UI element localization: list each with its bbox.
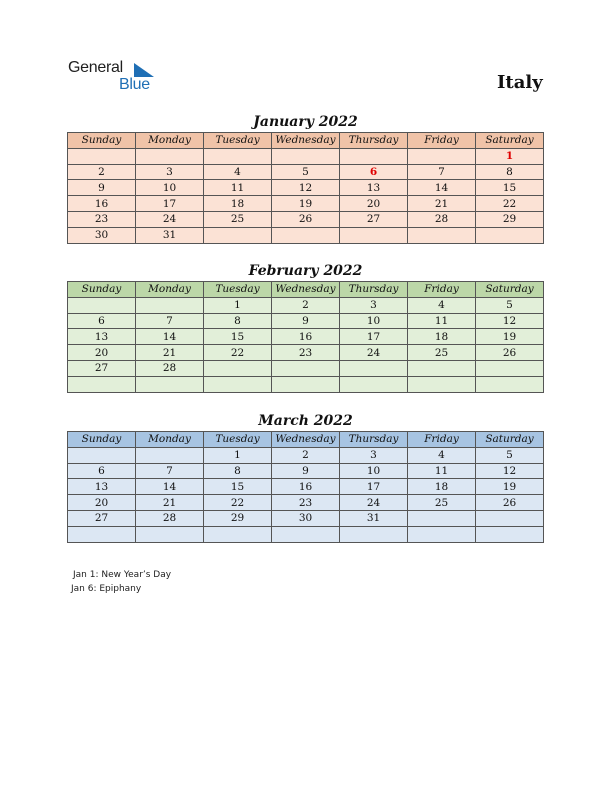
day-cell: 17 — [340, 479, 408, 495]
week-row — [68, 148, 544, 164]
day-cell: 20 — [68, 345, 136, 361]
weekday-header: Tuesday — [204, 282, 272, 298]
month-title: March 2022 — [258, 413, 353, 429]
day-cell — [272, 360, 340, 376]
day-cell: 21 — [136, 345, 204, 361]
day-cell — [136, 376, 204, 392]
week-row — [68, 227, 544, 243]
day-cell: 3 — [136, 164, 204, 180]
day-cell — [68, 376, 136, 392]
day-cell — [272, 148, 340, 164]
day-cell: 25 — [408, 345, 476, 361]
day-cell — [204, 148, 272, 164]
logo-text-blue: Blue — [119, 76, 150, 93]
day-cell: 6 — [68, 463, 136, 479]
day-cell: 27 — [68, 510, 136, 526]
day-cell: 16 — [272, 479, 340, 495]
month-february — [67, 261, 544, 393]
day-cell: 24 — [136, 211, 204, 227]
day-cell: 18 — [204, 196, 272, 212]
day-cell: 9 — [272, 463, 340, 479]
week-row — [68, 164, 544, 180]
day-cell — [204, 526, 272, 542]
weekday-header: Thursday — [340, 133, 408, 149]
day-cell: 29 — [204, 510, 272, 526]
weekday-header: Wednesday — [272, 432, 340, 448]
day-cell: 11 — [408, 313, 476, 329]
holiday-notes — [73, 568, 171, 596]
day-cell: 24 — [340, 495, 408, 511]
day-cell: 10 — [340, 313, 408, 329]
day-cell: 12 — [476, 313, 544, 329]
week-row — [68, 463, 544, 479]
day-cell — [408, 526, 476, 542]
day-cell: 30 — [68, 227, 136, 243]
day-cell: 6 — [340, 164, 408, 180]
weekday-header-row — [68, 133, 544, 149]
weekday-header: Sunday — [68, 133, 136, 149]
day-cell — [204, 360, 272, 376]
day-cell: 7 — [136, 313, 204, 329]
day-cell: 28 — [136, 510, 204, 526]
day-cell — [340, 526, 408, 542]
day-cell: 15 — [476, 180, 544, 196]
logo-triangle-icon — [134, 63, 154, 77]
day-cell: 25 — [408, 495, 476, 511]
day-cell: 1 — [476, 148, 544, 164]
week-row — [68, 360, 544, 376]
day-cell: 13 — [340, 180, 408, 196]
week-row — [68, 329, 544, 345]
day-cell — [68, 447, 136, 463]
week-row — [68, 313, 544, 329]
day-cell: 27 — [68, 360, 136, 376]
day-cell: 9 — [68, 180, 136, 196]
day-cell — [408, 376, 476, 392]
weekday-header: Tuesday — [204, 133, 272, 149]
day-cell — [408, 360, 476, 376]
day-cell: 9 — [272, 313, 340, 329]
day-cell: 31 — [340, 510, 408, 526]
day-cell: 7 — [136, 463, 204, 479]
day-cell — [136, 447, 204, 463]
day-cell — [136, 297, 204, 313]
weekday-header: Wednesday — [272, 133, 340, 149]
day-cell: 16 — [68, 196, 136, 212]
day-cell — [272, 526, 340, 542]
day-cell: 5 — [272, 164, 340, 180]
day-cell: 8 — [204, 313, 272, 329]
month-january — [67, 112, 544, 244]
day-cell: 31 — [136, 227, 204, 243]
day-cell: 18 — [408, 479, 476, 495]
logo-text-general: General — [68, 59, 123, 76]
weekday-header: Sunday — [68, 282, 136, 298]
day-cell: 12 — [476, 463, 544, 479]
day-cell — [408, 148, 476, 164]
day-cell: 20 — [340, 196, 408, 212]
day-cell — [408, 510, 476, 526]
day-cell: 14 — [136, 479, 204, 495]
day-cell: 28 — [408, 211, 476, 227]
day-cell: 3 — [340, 447, 408, 463]
day-cell — [476, 526, 544, 542]
day-cell: 30 — [272, 510, 340, 526]
day-cell: 22 — [204, 345, 272, 361]
calendar-table — [67, 132, 544, 244]
day-cell — [136, 148, 204, 164]
day-cell — [272, 227, 340, 243]
day-cell: 1 — [204, 447, 272, 463]
weekday-header: Tuesday — [204, 432, 272, 448]
month-march — [67, 411, 544, 543]
day-cell: 20 — [68, 495, 136, 511]
day-cell — [68, 148, 136, 164]
day-cell: 14 — [136, 329, 204, 345]
day-cell: 4 — [204, 164, 272, 180]
day-cell: 12 — [272, 180, 340, 196]
weekday-header-row — [68, 282, 544, 298]
day-cell: 11 — [408, 463, 476, 479]
day-cell — [204, 227, 272, 243]
day-cell: 22 — [476, 196, 544, 212]
weekday-header-row — [68, 432, 544, 448]
day-cell — [68, 526, 136, 542]
day-cell: 10 — [136, 180, 204, 196]
day-cell: 8 — [204, 463, 272, 479]
day-cell: 5 — [476, 447, 544, 463]
day-cell: 15 — [204, 479, 272, 495]
generalblue-logo — [68, 59, 150, 93]
day-cell: 26 — [476, 495, 544, 511]
day-cell: 19 — [476, 329, 544, 345]
day-cell: 14 — [408, 180, 476, 196]
day-cell: 23 — [272, 345, 340, 361]
week-row — [68, 479, 544, 495]
calendar-table — [67, 281, 544, 393]
day-cell: 8 — [476, 164, 544, 180]
day-cell: 2 — [272, 297, 340, 313]
day-cell — [476, 510, 544, 526]
week-row — [68, 495, 544, 511]
day-cell: 5 — [476, 297, 544, 313]
day-cell: 15 — [204, 329, 272, 345]
day-cell: 6 — [68, 313, 136, 329]
day-cell: 23 — [272, 495, 340, 511]
week-row — [68, 297, 544, 313]
week-row — [68, 376, 544, 392]
day-cell: 3 — [340, 297, 408, 313]
day-cell — [136, 526, 204, 542]
holiday-note: Jan 6: Epiphany — [71, 584, 142, 594]
week-row — [68, 510, 544, 526]
weekday-header: Thursday — [340, 282, 408, 298]
day-cell: 18 — [408, 329, 476, 345]
day-cell — [340, 227, 408, 243]
month-title: January 2022 — [253, 114, 358, 130]
day-cell: 21 — [408, 196, 476, 212]
weekday-header: Sunday — [68, 432, 136, 448]
day-cell: 4 — [408, 447, 476, 463]
day-cell: 25 — [204, 211, 272, 227]
day-cell: 22 — [204, 495, 272, 511]
week-row — [68, 526, 544, 542]
weekday-header: Monday — [136, 432, 204, 448]
weekday-header: Saturday — [476, 282, 544, 298]
weekday-header: Saturday — [476, 432, 544, 448]
day-cell: 27 — [340, 211, 408, 227]
holiday-note: Jan 1: New Year’s Day — [73, 570, 172, 580]
weekday-header: Friday — [408, 282, 476, 298]
week-row — [68, 196, 544, 212]
weekday-header: Friday — [408, 133, 476, 149]
day-cell: 26 — [476, 345, 544, 361]
day-cell — [68, 297, 136, 313]
week-row — [68, 447, 544, 463]
day-cell: 13 — [68, 329, 136, 345]
weekday-header: Friday — [408, 432, 476, 448]
day-cell: 19 — [272, 196, 340, 212]
day-cell: 10 — [340, 463, 408, 479]
week-row — [68, 211, 544, 227]
day-cell — [272, 376, 340, 392]
weekday-header: Wednesday — [272, 282, 340, 298]
day-cell: 19 — [476, 479, 544, 495]
day-cell: 29 — [476, 211, 544, 227]
day-cell: 28 — [136, 360, 204, 376]
day-cell: 4 — [408, 297, 476, 313]
weekday-header: Monday — [136, 282, 204, 298]
day-cell — [476, 360, 544, 376]
week-row — [68, 345, 544, 361]
week-row — [68, 180, 544, 196]
day-cell: 2 — [272, 447, 340, 463]
day-cell — [340, 148, 408, 164]
weekday-header: Monday — [136, 133, 204, 149]
day-cell: 7 — [408, 164, 476, 180]
day-cell: 13 — [68, 479, 136, 495]
weekday-header: Saturday — [476, 133, 544, 149]
day-cell: 26 — [272, 211, 340, 227]
weekday-header: Thursday — [340, 432, 408, 448]
day-cell — [340, 360, 408, 376]
day-cell: 24 — [340, 345, 408, 361]
day-cell: 21 — [136, 495, 204, 511]
country-title: Italy — [497, 72, 543, 93]
day-cell: 11 — [204, 180, 272, 196]
day-cell — [408, 227, 476, 243]
day-cell: 16 — [272, 329, 340, 345]
day-cell — [204, 376, 272, 392]
day-cell — [476, 227, 544, 243]
day-cell — [340, 376, 408, 392]
calendar-table — [67, 431, 544, 543]
day-cell: 1 — [204, 297, 272, 313]
day-cell: 17 — [136, 196, 204, 212]
month-title: February 2022 — [248, 263, 363, 279]
day-cell: 2 — [68, 164, 136, 180]
day-cell: 23 — [68, 211, 136, 227]
day-cell: 17 — [340, 329, 408, 345]
day-cell — [476, 376, 544, 392]
